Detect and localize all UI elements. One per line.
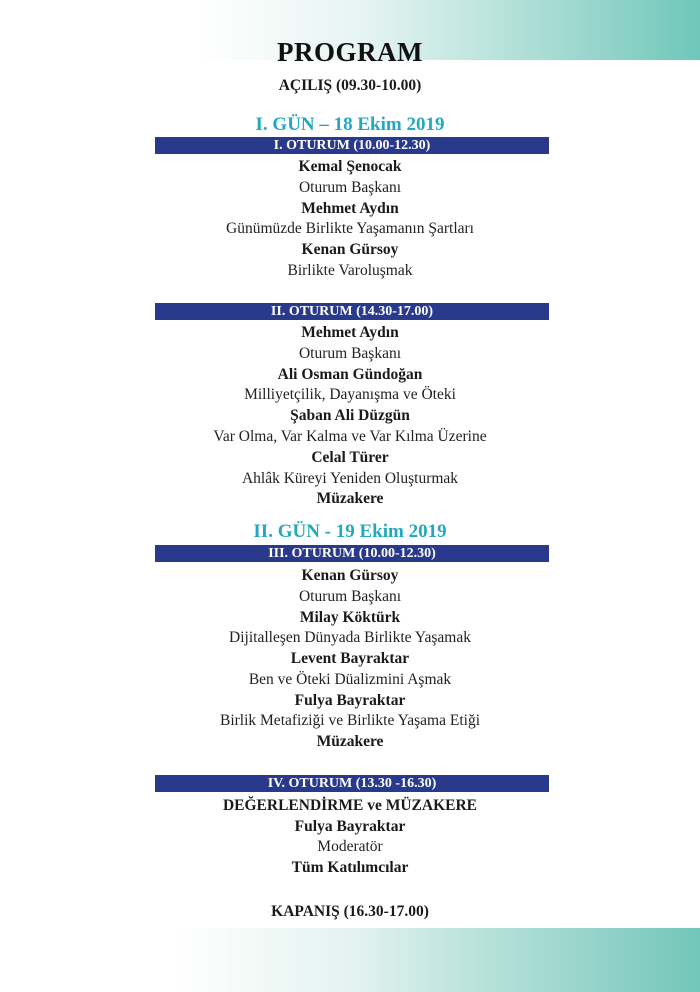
session1-speaker1: Mehmet Aydın [301,200,399,217]
session4-moderator-name: Fulya Bayraktar [294,818,406,835]
session2-talk2: Var Olma, Var Kalma ve Var Kılma Üzerine [213,428,487,445]
session3-header: III. OTURUM (10.00-12.30) [155,545,549,562]
session1-chair-name: Kemal Şenocak [298,158,402,175]
session3-chair-role: Oturum Başkanı [298,588,402,605]
session2-chair-role: Oturum Başkanı [298,345,402,362]
session2-header: II. OTURUM (14.30-17.00) [155,303,549,320]
session2-speaker1: Ali Osman Gündoğan [277,366,423,383]
session2-speaker3: Celal Türer [311,449,389,466]
session4-participants: Tüm Katılımcılar [291,859,409,876]
session1-chair-role: Oturum Başkanı [298,179,402,196]
session1-speaker2: Kenan Gürsoy [301,241,399,258]
session3-talk1: Dijitalleşen Dünyada Birlikte Yaşamak [229,629,471,646]
session1-header: I. OTURUM (10.00-12.30) [155,137,549,154]
session3-discussion: Müzakere [316,733,384,750]
closing-session: KAPANIŞ (16.30-17.00) [271,903,429,920]
session2-talk3: Ahlâk Küreyi Yeniden Oluşturmak [241,470,459,487]
session2-chair-name: Mehmet Aydın [301,324,399,341]
session2-talk1: Milliyetçilik, Dayanışma ve Öteki [244,386,456,403]
session3-chair-name: Kenan Gürsoy [301,567,399,584]
session1-talk2: Birlikte Varoluşmak [287,262,413,279]
page-title: PROGRAM [277,37,423,67]
session3-speaker1: Milay Köktürk [299,609,401,626]
session3-speaker2: Levent Bayraktar [290,650,410,667]
session3-talk3: Birlik Metafiziği ve Birlikte Yaşama Etiği [219,712,481,729]
session3-speaker3: Fulya Bayraktar [294,692,406,709]
session4-header: IV. OTURUM (13.30 -16.30) [155,775,549,792]
day1-title: I. GÜN – 18 Ekim 2019 [255,114,445,135]
session2-discussion: Müzakere [316,490,384,507]
session2-speaker2: Şaban Ali Düzgün [290,407,410,424]
opening-session: AÇILIŞ (09.30-10.00) [278,77,422,94]
session4-moderator-role: Moderatör [317,838,383,855]
session4-topic: DEĞERLENDİRME ve MÜZAKERE [222,797,478,814]
day2-title: II. GÜN - 19 Ekim 2019 [253,521,447,542]
session1-talk1: Günümüzde Birlikte Yaşamanın Şartları [226,220,474,237]
session3-talk2: Ben ve Öteki Düalizmini Aşmak [248,671,452,688]
